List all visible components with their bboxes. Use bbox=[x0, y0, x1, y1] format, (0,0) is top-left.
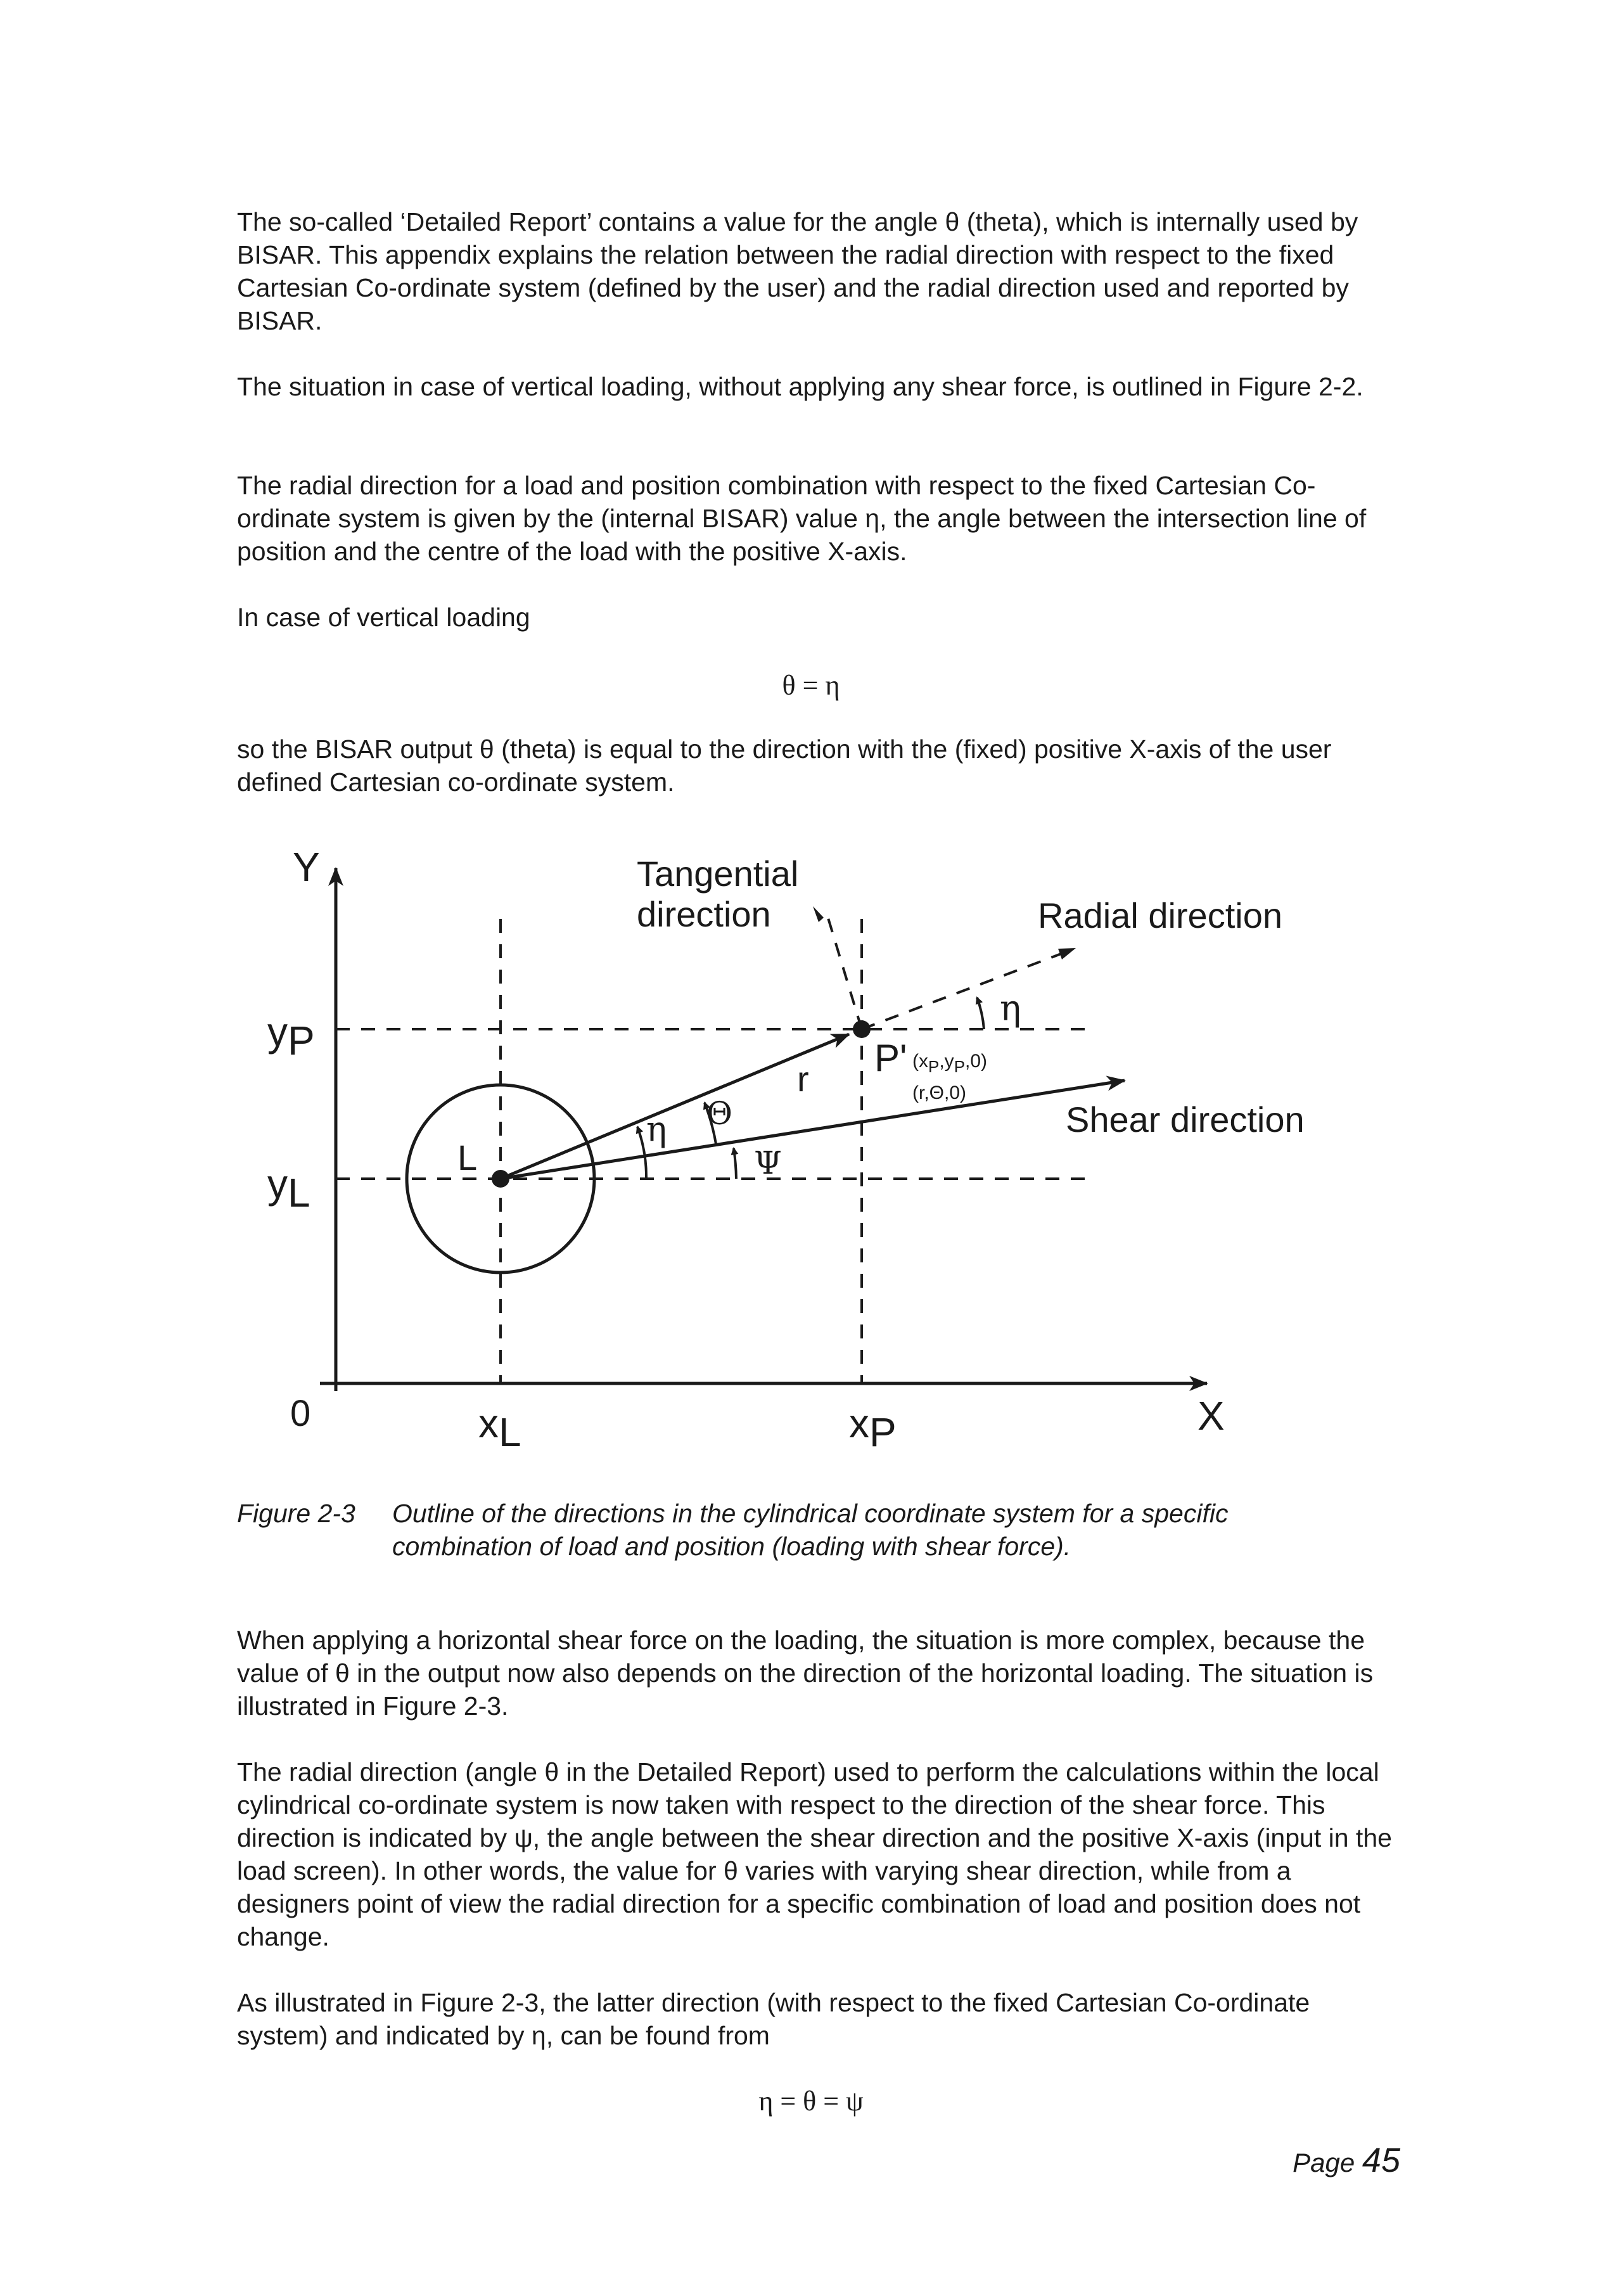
paragraph-case-vertical: In case of vertical loading bbox=[237, 603, 530, 632]
tangential-arrowhead bbox=[813, 906, 824, 922]
origin-label: 0 bbox=[290, 1393, 311, 1434]
x-axis-label: X bbox=[1197, 1393, 1225, 1439]
y-axis-label: Y bbox=[293, 844, 320, 890]
page-number bbox=[1293, 2141, 1400, 2180]
shear-direction-label: Shear direction bbox=[1066, 1100, 1305, 1139]
r-vector bbox=[501, 1034, 849, 1179]
radial-direction-label: Radial direction bbox=[1038, 895, 1282, 935]
eta-label-at-p: η bbox=[1000, 988, 1021, 1029]
yP-label: yP bbox=[267, 1009, 315, 1063]
page-label: Page bbox=[1293, 2148, 1355, 2177]
tangential-label-line1: Tangential bbox=[637, 854, 799, 894]
paragraph-vertical-loading: The situation in case of vertical loading, without applying any shear force, is outlined in Figure 2-2. bbox=[237, 372, 1363, 401]
psi-arc bbox=[734, 1148, 736, 1179]
shear-vector bbox=[501, 1081, 1125, 1179]
paragraph-bisar-output: so the BISAR output θ (theta) is equal to the direction with the (fixed) positive X-axis of the user defined Cartesian co-ordinate system. bbox=[237, 734, 1332, 797]
point-label: P' bbox=[874, 1037, 907, 1079]
paragraph-radial-shear: The radial direction (angle θ in the Detailed Report) used to perform the calculations within the local cylindrical co-ordinate system is now taken with respect to the direction of the shear force. This direction is indicated by ψ, the angle between the shear direction and the positive X-axis (input in the load screen). In other words, the value for θ varies with varying shear direction, while from a designers point of view the radial direction for a specific combination of load and position does not change. bbox=[237, 1757, 1392, 1951]
page-number-value: 45 bbox=[1362, 2141, 1400, 2179]
caption-text: Outline of the directions in the cylindrical coordinate system for a specific combination of load and position (loading with shear force). bbox=[392, 1499, 1229, 1561]
point-coords-label: (xP,yP,0) bbox=[912, 1051, 988, 1076]
theta-label: Θ bbox=[706, 1095, 732, 1132]
xP-label: xP bbox=[849, 1401, 897, 1455]
xL-label: xL bbox=[478, 1401, 521, 1455]
paragraph-shear-force: When applying a horizontal shear force on the loading, the situation is more complex, because the value of θ in the output now also depends on the direction of the horizontal loading. The situation is illustrated in Figure 2-3. bbox=[237, 1626, 1374, 1721]
eta-label: η bbox=[646, 1109, 667, 1149]
radial-dashed-line bbox=[862, 952, 1064, 1029]
r-label: r bbox=[797, 1059, 809, 1099]
yL-label: yL bbox=[267, 1161, 310, 1215]
caption-number: Figure 2-3 bbox=[237, 1499, 355, 1528]
equation-theta-eta: θ = η bbox=[782, 670, 840, 701]
paragraph-latter-direction: As illustrated in Figure 2-3, the latter direction (with respect to the fixed Cartesian Co-ordinate system) and indicated by η, can be found from bbox=[237, 1988, 1310, 2050]
equation-eta-theta-psi: η = θ = ψ bbox=[758, 2086, 864, 2117]
point-p-dot bbox=[853, 1020, 871, 1038]
load-label: L bbox=[457, 1138, 478, 1177]
paragraph-radial-direction: The radial direction for a load and position combination with respect to the fixed Cartesian Co-ordinate system is given by the (internal BISAR) value η, the angle between the intersection line of position and the centre of the load with the positive X-axis. bbox=[237, 471, 1367, 566]
eta-arc bbox=[637, 1127, 646, 1179]
tangential-label-line2: direction bbox=[637, 894, 771, 934]
point-cyl-label: (r,Θ,0) bbox=[912, 1082, 967, 1103]
psi-label: Ψ bbox=[754, 1145, 782, 1181]
paragraph-intro: The so-called ‘Detailed Report’ contains a value for the angle θ (theta), which is internally used by BISAR. This appendix explains the relation between the radial direction with respect to the fixed Cartesian Co-ordinate system (defined by the user) and the radial direction used and reported by BISAR. bbox=[237, 207, 1358, 335]
radial-arrowhead bbox=[1058, 948, 1076, 959]
tangential-dashed-line bbox=[827, 914, 862, 1029]
eta-arc-at-p bbox=[977, 997, 984, 1029]
